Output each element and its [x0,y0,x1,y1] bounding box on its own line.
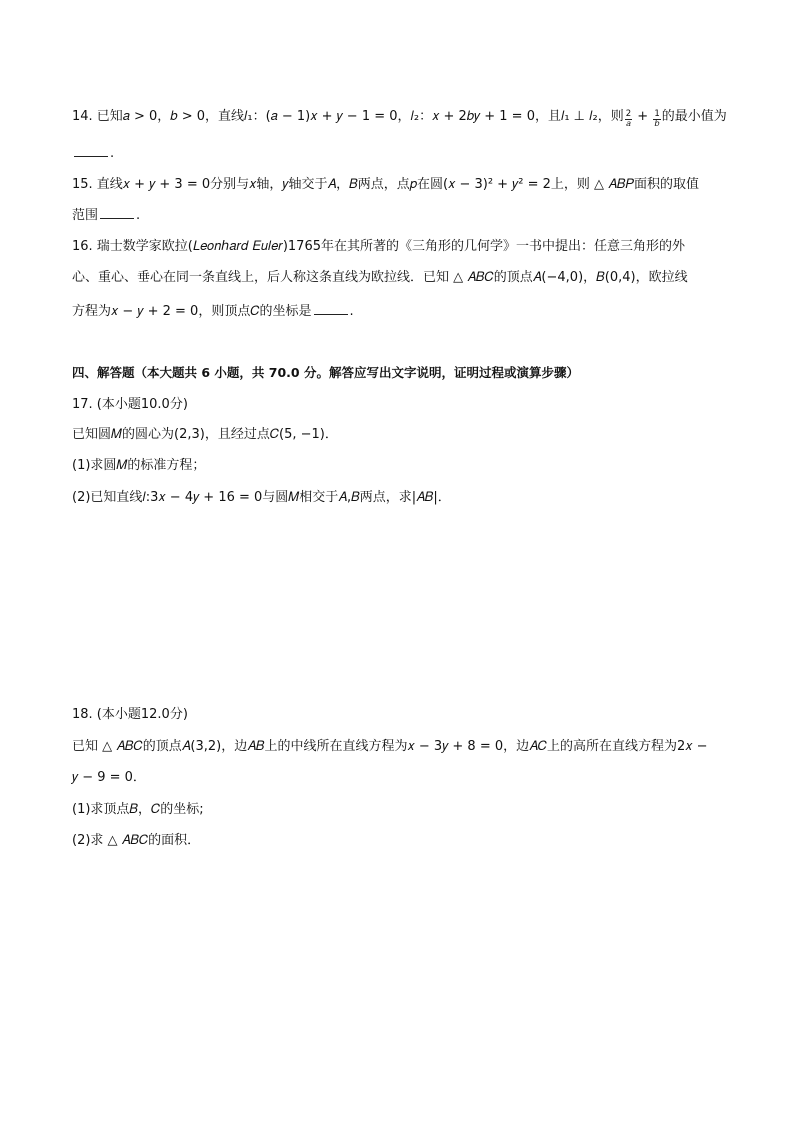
q14-fraction-2-over-a: $\frac{2}{\text{𝑎}}$ [625,109,632,129]
q18-part-1: (1)求顶点𝐵，𝐶的坐标; [72,802,204,817]
q14-answer-blank[interactable] [74,144,108,157]
q16-line-1: 16. 瑞士数学家欧拉(𝐿𝑒𝑜𝑛ℎ𝑎𝑟𝑑 𝐸𝑢𝑙𝑒𝑟)1765年在其所著的《三角形的几何学》一书中提出：任意三角形的外 [72,239,685,254]
q17-part-2: (2)已知直线𝑙:3𝑥 − 4𝑦 + 16 = 0与圆𝑀相交于𝐴,𝐵两点，求|𝐴𝐵|． [72,490,451,505]
q18-stem-line-1: 已知 △ 𝐴𝐵𝐶的顶点𝐴(3,2)，边𝐴𝐵上的中线所在直线方程为𝑥 − 3𝑦 + 8 = 0，边𝐴𝐶上的高所在直线方程为2𝑥 − [72,739,708,754]
q18-part-2: (2)求 △ 𝐴𝐵𝐶的面积． [72,833,201,848]
q16-line-3: 方程为𝑥 − 𝑦 + 2 = 0，则顶点𝐶的坐标是 . [72,304,354,319]
q15-answer-blank[interactable] [100,206,134,219]
q15-line-1: 15. 直线𝑥 + 𝑦 + 3 = 0分别与𝑥轴，𝑦轴交于𝐴，𝐵两点，点𝑝在圆(𝑥 − 3)² + 𝑦² = 2上，则 △ 𝐴𝐵𝑃面积的取值 [72,177,699,192]
q14-text-a: 14. 已知𝑎 > 0，𝑏 > 0，直线𝑙₁：(𝑎 − 1)𝑥 + 𝑦 − 1 = 0，𝑙₂：𝑥 + 2𝑏𝑦 + 1 = 0，且𝑙₁ ⊥ 𝑙₂，则 [72,109,624,124]
q14-fraction-1-over-b: $\frac{1}{\text{𝑏}}$ [654,109,660,129]
q17-header: 17. (本小题10.0分) [72,397,188,412]
q14-line-1: 14. 已知𝑎 > 0，𝑏 > 0，直线𝑙₁：(𝑎 − 1)𝑥 + 𝑦 − 1 = 0，𝑙₂：𝑥 + 2𝑏𝑦 + 1 = 0，且𝑙₁ ⊥ 𝑙₂，则 $\frac{2}{\text{𝑎}}$ + $\frac{1}{\text{𝑏}}$ 的最小值为 [72,109,727,129]
q18-stem-line-2: 𝑦 − 9 = 0． [72,770,146,785]
q17-part-1: (1)求圆𝑀的标准方程； [72,458,206,473]
q15-line-2: 范围 . [72,208,141,223]
q17-stem: 已知圆𝑀的圆心为(2,3)，且经过点𝐶(5, −1)． [72,427,338,442]
q16-line-2: 心、重心、垂心在同一条直线上，后人称这条直线为欧拉线．已知 △ 𝐴𝐵𝐶的顶点𝐴(−4,0)，𝐵(0,4)，欧拉线 [72,270,688,285]
section-4-heading: 四、解答题（本大题共 6 小题，共 70.0 分。解答应写出文字说明，证明过程或演算步骤） [72,365,579,380]
q18-header: 18. (本小题12.0分) [72,707,188,722]
q14-text-b: 的最小值为 [661,109,727,124]
q16-answer-blank[interactable] [314,302,348,315]
q14-line-2: . [72,144,732,163]
